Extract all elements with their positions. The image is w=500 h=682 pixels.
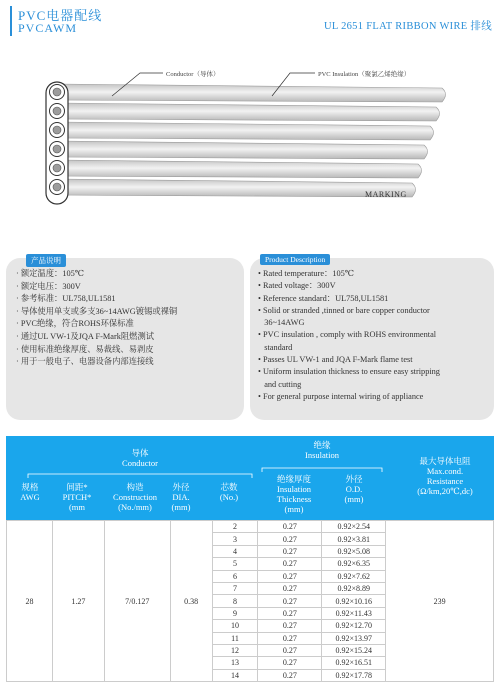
table-row [7,521,494,533]
cores-cell: 5 [212,558,258,570]
awg-cell: 28 [7,521,53,682]
conductor-core [53,107,61,115]
marking-label: MARKING [365,190,407,199]
insulated-wire [57,160,422,178]
description-item: · 导体使用单支或多支36~14AWG镀锡或裸铜 [16,306,178,316]
spec-table-header [6,436,494,520]
resistance-header: 最大导体电阻 Max.cond. Resistance (Ω/km,20℃,dc) [417,456,473,496]
insulated-wire [57,179,416,197]
description-item: • PVC insulation , comply with ROHS environmental [258,330,437,340]
thickness-cell: 0.27 [258,570,322,582]
thickness-cell: 0.27 [258,545,322,557]
spec-table [6,520,494,682]
od-cell: 0.92×3.81 [322,533,386,545]
description-cn-list [16,268,177,369]
construction-header: 构造 Construction (No./mm) [113,482,157,512]
cores-cell: 10 [212,620,258,632]
insulation-header-en: Insulation [305,450,339,460]
od-cell: 0.92×5.08 [322,545,386,557]
cores-cell: 4 [212,545,258,557]
cores-cell: 14 [212,669,258,681]
cores-cell: 13 [212,657,258,669]
thickness-cell: 0.27 [258,657,322,669]
description-item: • For general purpose internal wiring of appliance [258,391,424,401]
description-item: · 通过UL VW-1及JQA F-Mark阻燃测试 [16,331,155,341]
description-item: · PVC绝缘，符合ROHS环保标准 [16,319,134,329]
description-item: · 参考标准：UL758,UL1581 [16,294,116,304]
resistance-cell: 239 [386,521,494,682]
od-cell: 0.92×12.70 [322,620,386,632]
description-item: • Passes UL VW-1 and JQA F-Mark flame test [258,355,413,365]
thickness-cell: 0.27 [258,558,322,570]
description-cn-panel [6,258,244,420]
conductor-label: Conductor（导体） [166,71,220,78]
thickness-header: 绝缘厚度 Insulation Thickness (mm) [276,474,312,514]
conductor-header-cn: 导体 [131,448,149,458]
od-cell: 0.92×7.62 [322,570,386,582]
od-cell: 0.92×6.35 [322,558,386,570]
description-item: • Rated temperature：105℃ [258,269,355,278]
dia-cell: 0.38 [170,521,212,682]
ribbon-cable-diagram [0,60,500,225]
description-item: · 使用标准绝缘厚度、易裁线、易剥皮 [16,344,154,354]
description-item: · 额定电压：300V [16,281,81,291]
cores-cell: 6 [212,570,258,582]
conductor-core [53,88,61,96]
insulated-wire [57,103,440,121]
insulation-header-cn: 绝缘 [313,440,331,450]
conductor-core [53,164,61,172]
od-cell: 0.92×10.16 [322,595,386,607]
od-cell: 0.92×17.78 [322,669,386,681]
conductor-core [53,126,61,134]
thickness-cell: 0.27 [258,620,322,632]
conductor-core [53,183,61,191]
thickness-cell: 0.27 [258,669,322,681]
description-item: 36~14AWG [258,318,305,328]
thickness-cell: 0.27 [258,582,322,594]
pitch-cell: 1.27 [52,521,104,682]
conductor-core [53,145,61,153]
description-en-panel [250,255,494,420]
cores-cell: 3 [212,533,258,545]
conductor-header-en: Conductor [122,458,158,468]
od-cell: 0.92×8.89 [322,582,386,594]
awg-header: 规格 AWG [20,482,40,502]
od-cell: 0.92×13.97 [322,632,386,644]
description-item: • Rated voltage：300V [258,281,336,291]
od-cell: 0.92×11.43 [322,607,386,619]
pitch-header: 间距* PITCH* (mm [62,482,92,512]
description-item: • Solid or stranded ,tinned or bare copper conductor [258,305,430,315]
description-en-tag: Product Description [260,254,330,265]
od-header: 外径 O.D. (mm) [344,474,364,504]
cores-cell: 9 [212,607,258,619]
od-cell: 0.92×16.51 [322,657,386,669]
cores-cell: 7 [212,582,258,594]
thickness-cell: 0.27 [258,533,322,545]
description-item: standard [258,342,293,352]
cores-header: 芯数 (No.) [219,482,239,502]
description-item: • Reference standard：UL758,UL1581 [258,293,389,303]
description-item: · 额定温度：105℃ [16,269,85,278]
header-accent-bar [10,6,12,36]
cores-cell: 2 [212,521,258,533]
cores-cell: 11 [212,632,258,644]
spec-table-body [7,521,494,682]
thickness-cell: 0.27 [258,607,322,619]
product-title: UL 2651 FLAT RIBBON WIRE 排线 [323,21,492,32]
description-item: • Uniform insulation thickness to ensure easy stripping [258,367,440,377]
header-title-en: PVCAWM [18,21,78,35]
description-item: · 用于一般电子、电器设备内部连接线 [16,357,154,367]
thickness-cell: 0.27 [258,595,322,607]
insulated-wire [57,122,434,140]
thickness-cell: 0.27 [258,644,322,656]
insulated-wire [57,141,428,159]
header-title-cn: PVC电器配线 [18,8,103,23]
thickness-cell: 0.27 [258,521,322,533]
construction-cell: 7/0.127 [104,521,170,682]
dia-header: 外径 DIA. (mm) [171,482,191,512]
od-cell: 0.92×15.24 [322,644,386,656]
od-cell: 0.92×2.54 [322,521,386,533]
thickness-cell: 0.27 [258,632,322,644]
description-item: and cutting [258,379,302,389]
description-cn-tag: 产品说明 [26,254,66,267]
cores-cell: 12 [212,644,258,656]
cores-cell: 8 [212,595,258,607]
description-en-list [258,268,440,403]
insulation-label: PVC Insulation（聚氯乙烯绝缘） [318,71,411,78]
